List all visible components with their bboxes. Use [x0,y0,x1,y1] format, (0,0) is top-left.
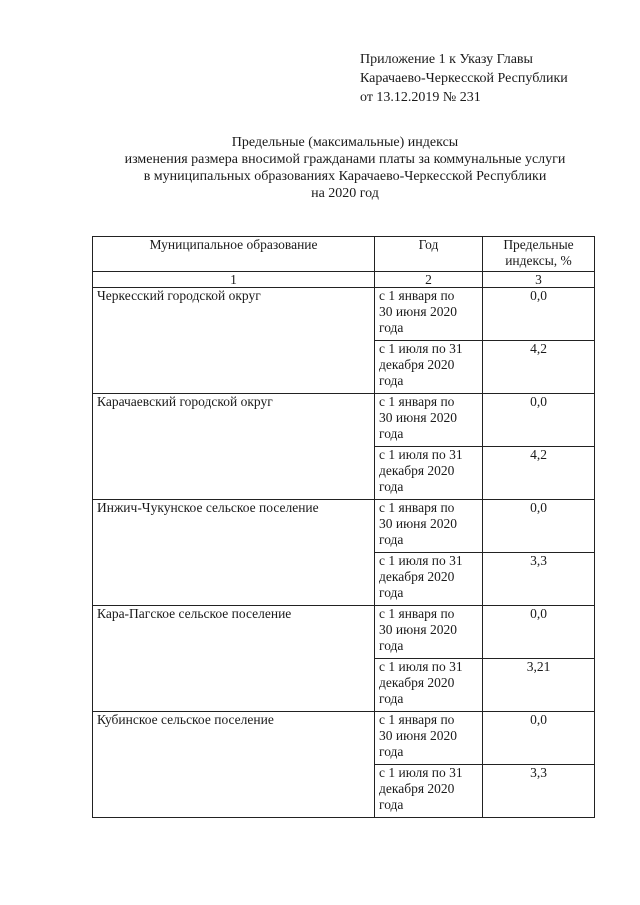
header-municipality: Муниципальное образование [93,237,375,272]
period-line: года [379,426,404,441]
period-line: года [379,320,404,335]
period-line: декабря 2020 [379,781,455,796]
period-line: с 1 июля по 31 [379,341,463,356]
title-line-2: изменения размера вносимой гражданами платы за коммунальные услуги [124,152,566,167]
period-second-half [375,659,483,712]
period-line: года [379,532,404,547]
municipality-cell: Инжич-Чукунское сельское поселение [93,500,375,606]
municipality-cell: Черкесский городской округ [93,288,375,394]
period-first-half [375,712,483,765]
period-line: с 1 января по [379,394,455,409]
header-year: Год [375,237,483,272]
period-line: года [379,479,404,494]
period-line: с 1 января по [379,712,455,727]
period-second-half [375,341,483,394]
period-line: года [379,691,404,706]
table-body [93,288,595,818]
header-index-line-2: индексы, % [505,253,572,268]
table-row [93,606,595,659]
period-first-half [375,500,483,553]
header-index-line-1: Предельные [503,237,574,252]
period-line: года [379,744,404,759]
period-line: с 1 июля по 31 [379,659,463,674]
municipality-cell: Кубинское сельское поселение [93,712,375,818]
period-line: с 1 января по [379,606,455,621]
period-line: с 1 июля по 31 [379,765,463,780]
header-index [483,237,595,272]
period-second-half [375,765,483,818]
period-line: с 1 июля по 31 [379,447,463,462]
period-line: декабря 2020 [379,463,455,478]
index-value: 3,3 [483,765,595,818]
index-value: 0,0 [483,500,595,553]
period-line: декабря 2020 [379,675,455,690]
municipality-cell: Кара-Пагское сельское поселение [93,606,375,712]
title-line-3: в муниципальных образованиях Карачаево-Черкесской Республики [143,169,547,184]
period-line: декабря 2020 [379,569,455,584]
title-line-4: на 2020 год [311,186,379,201]
header-row [93,237,595,272]
period-line: декабря 2020 [379,357,455,372]
column-number-1: 1 [93,272,375,288]
annex-reference [360,50,568,107]
index-value: 0,0 [483,606,595,659]
period-line: с 1 января по [379,500,455,515]
period-line: 30 июня 2020 [379,410,457,425]
table-row [93,712,595,765]
period-first-half [375,288,483,341]
column-number-3: 3 [483,272,595,288]
index-value: 0,0 [483,288,595,341]
period-line: с 1 июля по 31 [379,553,463,568]
index-value: 4,2 [483,341,595,394]
period-line: 30 июня 2020 [379,622,457,637]
index-table [92,236,595,818]
period-line: года [379,638,404,653]
column-number-2: 2 [375,272,483,288]
period-second-half [375,553,483,606]
table-row [93,500,595,553]
index-value: 0,0 [483,394,595,447]
period-line: с 1 января по [379,288,455,303]
period-first-half [375,606,483,659]
annex-line-1: Приложение 1 к Указу Главы [360,52,533,67]
period-line: года [379,373,404,388]
period-line: 30 июня 2020 [379,728,457,743]
period-line: года [379,797,404,812]
index-value: 3,21 [483,659,595,712]
annex-line-3: от 13.12.2019 № 231 [360,90,481,105]
period-line: 30 июня 2020 [379,304,457,319]
table-row [93,288,595,341]
period-first-half [375,394,483,447]
municipality-cell: Карачаевский городской округ [93,394,375,500]
index-value: 0,0 [483,712,595,765]
index-value: 3,3 [483,553,595,606]
index-value: 4,2 [483,447,595,500]
column-number-row [93,272,595,288]
period-line: года [379,585,404,600]
document-title [80,134,610,202]
table-row [93,394,595,447]
period-line: 30 июня 2020 [379,516,457,531]
title-line-1: Предельные (максимальные) индексы [231,135,459,150]
period-second-half [375,447,483,500]
annex-line-2: Карачаево-Черкесской Республики [360,71,568,86]
